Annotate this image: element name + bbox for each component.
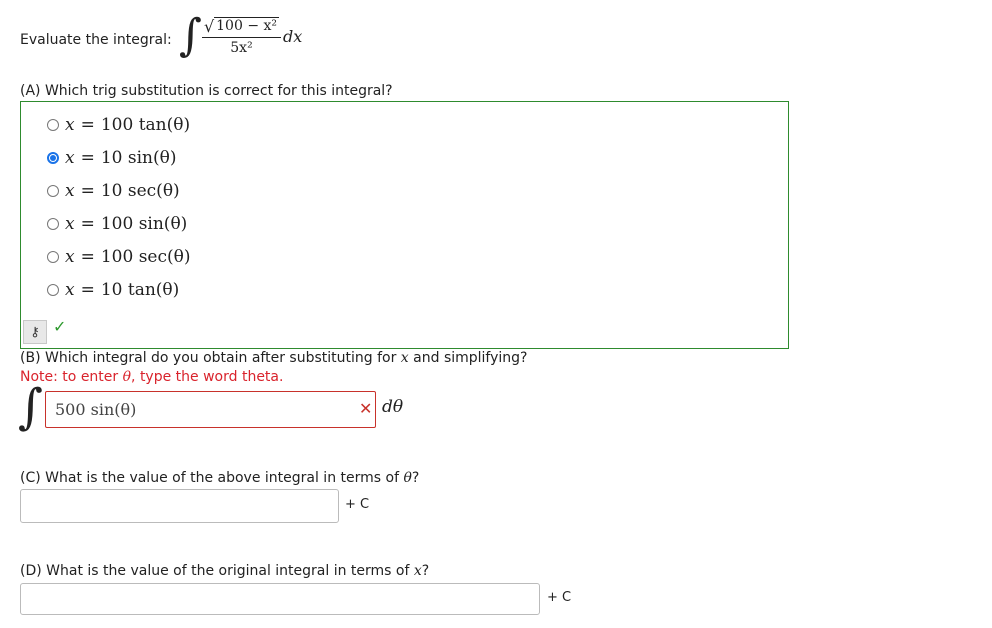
partB-differential: dθ	[382, 397, 404, 417]
radio-button[interactable]	[47, 284, 59, 296]
partD-answer-input[interactable]	[20, 583, 540, 615]
partC-suffix: + C	[345, 497, 370, 512]
partA-option-5[interactable]: x = 100 sec(θ)	[47, 247, 191, 267]
partA-answer-box	[20, 101, 789, 349]
partA-option-3[interactable]: x = 10 sec(θ)	[47, 181, 180, 201]
integral-symbol: ∫	[18, 379, 44, 435]
question-integral	[179, 10, 303, 61]
incorrect-x-icon: ✕	[359, 399, 373, 418]
partD-suffix: + C	[547, 590, 572, 605]
partA-option-6[interactable]: x = 10 tan(θ)	[47, 280, 179, 300]
partB-label: (B) Which integral do you obtain after substituting for x and simplifying?	[20, 350, 528, 366]
question-prompt: Evaluate the integral:	[20, 32, 172, 48]
radio-button[interactable]	[47, 218, 59, 230]
partC-label: (C) What is the value of the above integral in terms of θ?	[20, 470, 420, 486]
radio-button[interactable]	[47, 251, 59, 263]
partC-answer-input[interactable]	[20, 489, 339, 523]
partD-label: (D) What is the value of the original integral in terms of x?	[20, 563, 430, 579]
partA-option-1[interactable]: x = 100 tan(θ)	[47, 115, 190, 135]
integrand-fraction: √ 100 − x² 5x²	[202, 17, 281, 56]
checkmark-icon: ✓	[53, 317, 67, 336]
integral-symbol: ∫	[179, 10, 202, 61]
partB-answer-input[interactable]: 500 sin(θ)	[45, 391, 376, 428]
partB-note: Note: to enter θ, type the word theta.	[20, 369, 284, 385]
partA-label: (A) Which trig substitution is correct for this integral?	[20, 83, 393, 99]
radio-button[interactable]	[47, 119, 59, 131]
integrand-differential: dx	[283, 26, 303, 46]
partA-option-2[interactable]: x = 10 sin(θ)	[47, 148, 177, 168]
key-icon[interactable]: ⚷	[23, 320, 47, 344]
integrand-numerator: √ 100 − x²	[202, 17, 281, 38]
radio-button-selected[interactable]	[47, 152, 59, 164]
partA-option-4[interactable]: x = 100 sin(θ)	[47, 214, 187, 234]
radio-button[interactable]	[47, 185, 59, 197]
sqrt-symbol: √	[203, 16, 215, 36]
